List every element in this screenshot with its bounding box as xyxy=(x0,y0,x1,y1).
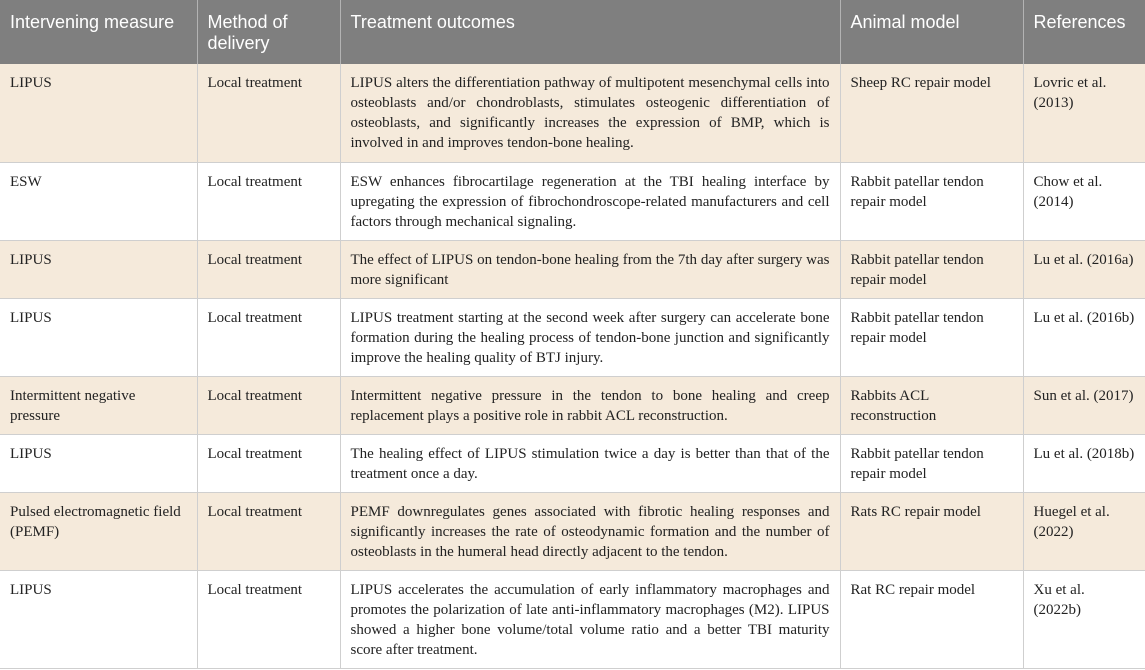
cell-reference: Lu et al. (2018b) xyxy=(1023,434,1145,492)
cell-outcome: ESW enhances fibrocartilage regeneration at the TBI healing interface by upregating the expression of fibrochondroscope-related manufacturers and cell factors through mechanical signaling. xyxy=(340,162,840,240)
cell-model: Rats RC repair model xyxy=(840,492,1023,570)
cell-delivery: Local treatment xyxy=(197,492,340,570)
cell-outcome: LIPUS accelerates the accumulation of early inflammatory macrophages and promotes the polarization of late anti-inflammatory macrophages (M2). LIPUS showed a higher bone volume/total volume ratio and a better TBI maturity score after treatment. xyxy=(340,570,840,668)
cell-delivery: Local treatment xyxy=(197,64,340,162)
cell-delivery: Local treatment xyxy=(197,376,340,434)
table-row xyxy=(0,434,1145,492)
header-treatment-outcomes: Treatment outcomes xyxy=(340,0,840,64)
cell-measure: Pulsed electromagnetic field (PEMF) xyxy=(0,492,197,570)
header-intervening-measure: Intervening measure xyxy=(0,0,197,64)
cell-model: Sheep RC repair model xyxy=(840,64,1023,162)
cell-delivery: Local treatment xyxy=(197,240,340,298)
cell-model: Rat RC repair model xyxy=(840,570,1023,668)
header-references: References xyxy=(1023,0,1145,64)
cell-delivery: Local treatment xyxy=(197,570,340,668)
cell-delivery: Local treatment xyxy=(197,434,340,492)
cell-reference: Xu et al. (2022b) xyxy=(1023,570,1145,668)
cell-measure: LIPUS xyxy=(0,64,197,162)
cell-reference: Huegel et al. (2022) xyxy=(1023,492,1145,570)
cell-outcome: The effect of LIPUS on tendon-bone healing from the 7th day after surgery was more significant xyxy=(340,240,840,298)
cell-model: Rabbit patellar tendon repair model xyxy=(840,162,1023,240)
table-row xyxy=(0,298,1145,376)
cell-delivery: Local treatment xyxy=(197,162,340,240)
cell-delivery: Local treatment xyxy=(197,298,340,376)
cell-outcome: PEMF downregulates genes associated with fibrotic healing responses and significantly increases the rate of osteodynamic formation and the number of osteoblasts in the humeral head directly adjacent to the tendon. xyxy=(340,492,840,570)
header-method-of-delivery: Method of delivery xyxy=(197,0,340,64)
table-row xyxy=(0,570,1145,668)
header-animal-model: Animal model xyxy=(840,0,1023,64)
cell-measure: ESW xyxy=(0,162,197,240)
cell-measure: LIPUS xyxy=(0,570,197,668)
table-row xyxy=(0,492,1145,570)
cell-model: Rabbit patellar tendon repair model xyxy=(840,298,1023,376)
cell-reference: Lu et al. (2016a) xyxy=(1023,240,1145,298)
table-row xyxy=(0,64,1145,162)
cell-outcome: The healing effect of LIPUS stimulation twice a day is better than that of the treatment once a day. xyxy=(340,434,840,492)
cell-model: Rabbit patellar tendon repair model xyxy=(840,240,1023,298)
cell-reference: Chow et al. (2014) xyxy=(1023,162,1145,240)
cell-outcome: LIPUS alters the differentiation pathway of multipotent mesenchymal cells into osteoblasts and/or chondroblasts, stimulates osteogenic differentiation of osteoblasts, and significantly increases the expression of BMP, which is involved in and improves tendon-bone healing. xyxy=(340,64,840,162)
header-row xyxy=(0,0,1145,64)
cell-outcome: LIPUS treatment starting at the second week after surgery can accelerate bone formation during the healing process of tendon-bone junction and significantly improve the healing quality of BTJ injury. xyxy=(340,298,840,376)
table-row xyxy=(0,162,1145,240)
table-row xyxy=(0,240,1145,298)
cell-model: Rabbits ACL reconstruction xyxy=(840,376,1023,434)
cell-reference: Lovric et al. (2013) xyxy=(1023,64,1145,162)
cell-outcome: Intermittent negative pressure in the tendon to bone healing and creep replacement plays a positive role in rabbit ACL reconstruction. xyxy=(340,376,840,434)
cell-measure: LIPUS xyxy=(0,298,197,376)
table-row xyxy=(0,376,1145,434)
cell-model: Rabbit patellar tendon repair model xyxy=(840,434,1023,492)
cell-reference: Lu et al. (2016b) xyxy=(1023,298,1145,376)
cell-measure: LIPUS xyxy=(0,434,197,492)
cell-reference: Sun et al. (2017) xyxy=(1023,376,1145,434)
cell-measure: LIPUS xyxy=(0,240,197,298)
cell-measure: Intermittent negative pressure xyxy=(0,376,197,434)
